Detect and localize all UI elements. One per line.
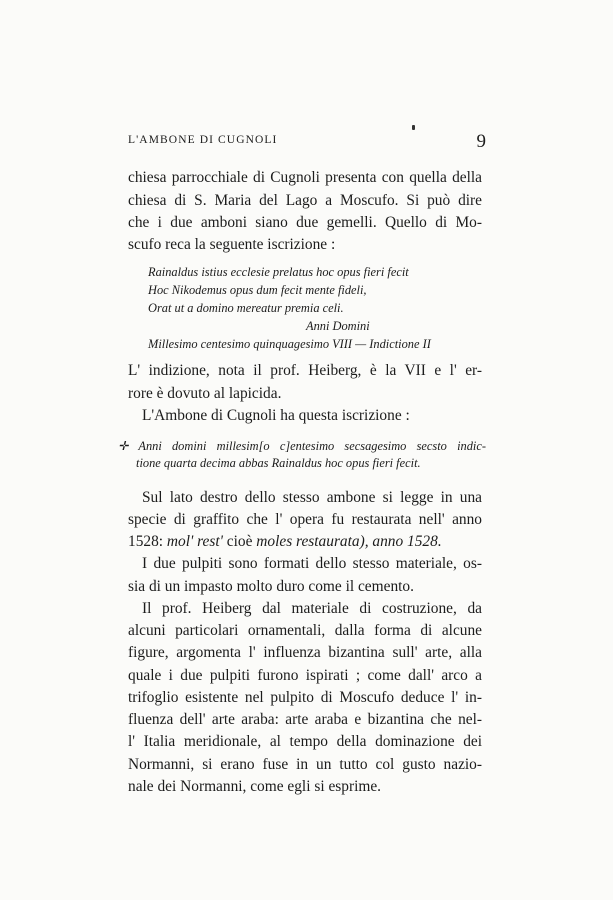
para1-line: chiesa parrocchiale di Cugnoli presenta con quella della bbox=[128, 169, 482, 186]
para4-line: I due pulpiti sono formati dello stesso materiale, os- bbox=[142, 555, 482, 572]
graffito-translation: moles restaurata), anno 1528. bbox=[256, 533, 442, 550]
inscription-line: Millesimo centesimo quinquagesimo VIII — Indictione II bbox=[148, 337, 431, 351]
para1-line: chiesa di S. Maria del Lago a Moscufo. Si può dire bbox=[128, 192, 482, 209]
year-text: 1528: bbox=[128, 533, 167, 550]
cioe-text: cioè bbox=[226, 533, 257, 550]
running-title: L'AMBONE DI CUGNOLI bbox=[128, 134, 278, 146]
para2-line: L'Ambone di Cugnoli ha questa iscrizione : bbox=[142, 407, 410, 424]
page-number: 9 bbox=[476, 131, 486, 152]
inscription-line: Orat ut a domino mereatur premia celi. bbox=[148, 301, 344, 315]
para4-line: sia di un impasto molto duro come il cemento. bbox=[128, 578, 414, 595]
para5-line: l' Italia meridionale, al tempo della dominazione dei bbox=[128, 733, 482, 750]
cugnoli-inscription-line: ✛ Anni domini millesim[o c]entesimo secsagesimo secsto indic- bbox=[118, 439, 486, 453]
para3-line: specie di graffito che l' opera fu restaurata nell' anno bbox=[128, 511, 482, 528]
running-head bbox=[128, 131, 490, 155]
para1-line: che i due amboni siano due gemelli. Quello di Mo- bbox=[128, 214, 482, 231]
para1-line: scufo reca la seguente iscrizione : bbox=[128, 236, 336, 253]
inscription-line: Rainaldus istius ecclesie prelatus hoc opus fieri fecit bbox=[148, 265, 409, 279]
inscription-line: Anni Domini bbox=[306, 319, 370, 333]
ink-speck bbox=[412, 125, 415, 130]
inscription-line: Hoc Nikodemus opus dum fecit mente fideli, bbox=[148, 283, 367, 297]
para2-line: L' indizione, nota il prof. Heiberg, è la VII e l' er- bbox=[128, 362, 482, 379]
para5-line: alcuni particolari ornamentali, dalla forma di alcune bbox=[128, 622, 482, 639]
para5-line: figure, argomenta l' influenza bizantina sull' arte, alla bbox=[128, 644, 482, 661]
para5-line: trifoglio esistente nel pulpito di Moscufo deduce l' in- bbox=[128, 689, 482, 706]
para3-line bbox=[128, 533, 442, 551]
para2-line: rore è dovuto al lapicida. bbox=[128, 385, 282, 402]
para5-line: Il prof. Heiberg dal materiale di costruzione, da bbox=[142, 600, 482, 617]
para3-line: Sul lato destro dello stesso ambone si legge in una bbox=[142, 489, 482, 506]
cugnoli-inscription-line: tione quarta decima abbas Rainaldus hoc opus fieri fecit. bbox=[136, 456, 421, 470]
graffito-quote: mol' rest' bbox=[166, 533, 227, 550]
para5-line: fluenza dell' arte araba: arte araba e bizantina che nel- bbox=[128, 711, 482, 728]
para5-line: quale i due pulpiti furono ispirati ; come dall' arco a bbox=[128, 667, 482, 684]
para5-line: Normanni, si erano fuse in un tutto col gusto nazio- bbox=[128, 756, 482, 773]
para5-line: nale dei Normanni, come egli si esprime. bbox=[128, 778, 382, 795]
